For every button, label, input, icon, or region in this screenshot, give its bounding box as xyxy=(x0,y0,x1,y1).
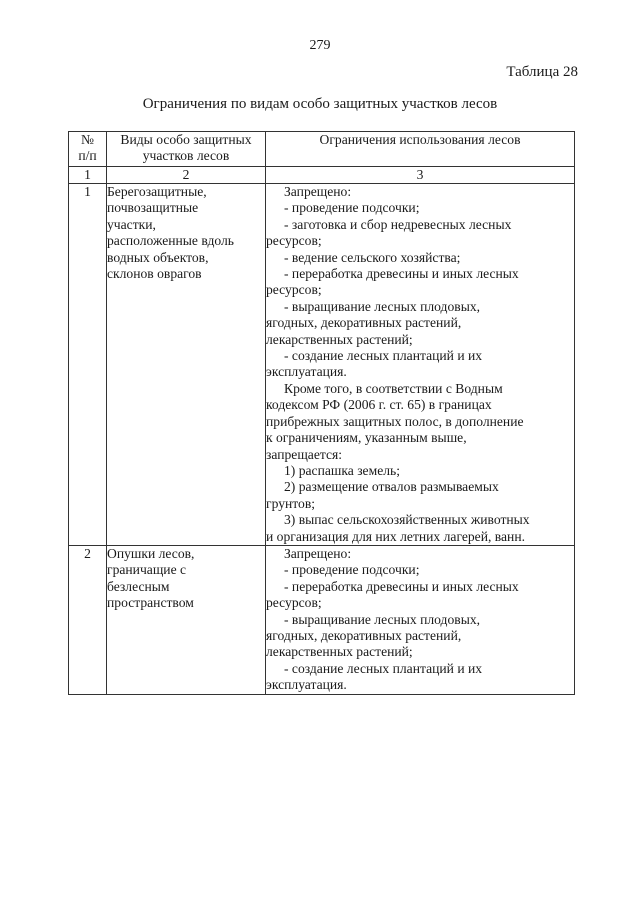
header-row xyxy=(69,132,575,167)
header-kind-line: участков лесов xyxy=(142,148,230,164)
table-label: Таблица 28 xyxy=(506,64,578,80)
restriction-line: - создание лесных плантаций и их xyxy=(284,348,483,364)
column-index: 3 xyxy=(266,167,575,184)
restriction-line: ресурсов; xyxy=(266,282,322,298)
restriction-line: - проведение подсочки; xyxy=(284,562,420,578)
row-kind xyxy=(107,545,266,694)
row-limits xyxy=(266,184,575,546)
kind-line: водных объектов, xyxy=(107,249,209,265)
header-number xyxy=(69,132,107,167)
restriction-line: эксплуатация. xyxy=(266,677,347,693)
page-number: 279 xyxy=(309,38,331,53)
restriction-line: ресурсов; xyxy=(266,595,322,611)
kind-line: участки, xyxy=(107,216,156,232)
restriction-line: - ведение сельского хозяйства; xyxy=(284,249,461,265)
column-index: 2 xyxy=(107,167,266,184)
restriction-line: лекарственных растений; xyxy=(266,331,413,347)
restriction-line: Запрещено: xyxy=(284,184,352,199)
restriction-line: к ограничениям, указанным выше, xyxy=(266,430,467,446)
header-limits: Ограничения использования лесов xyxy=(266,132,575,167)
restriction-line: ресурсов; xyxy=(266,233,322,249)
kind-line: Берегозащитные, xyxy=(107,184,207,199)
restriction-line: - переработка древесины и иных лесных xyxy=(284,578,519,594)
restriction-line: грунтов; xyxy=(266,495,316,511)
kind-line: склонов оврагов xyxy=(107,266,202,282)
column-index: 1 xyxy=(69,167,107,184)
row-number: 1 xyxy=(69,184,107,546)
restriction-line: - выращивание лесных плодовых, xyxy=(284,298,481,314)
restriction-line: 3) выпас сельскохозяйственных животных xyxy=(284,512,530,528)
restriction-line: ягодных, декоративных растений, xyxy=(266,627,462,643)
restriction-line: 1) распашка земель; xyxy=(284,462,400,478)
kind-line: граничащие с xyxy=(107,562,187,578)
restriction-line: 2) размещение отвалов размываемых xyxy=(284,479,499,495)
table-row xyxy=(69,545,575,694)
restrictions-table xyxy=(68,131,575,695)
restriction-line: - выращивание лесных плодовых, xyxy=(284,611,481,627)
restriction-line: кодексом РФ (2006 г. ст. 65) в границах xyxy=(266,397,492,413)
restriction-line: ягодных, декоративных растений, xyxy=(266,315,462,331)
restriction-line: и организация для них летних лагерей, ванн. xyxy=(266,528,525,544)
kind-line: Опушки лесов, xyxy=(107,545,195,561)
column-index-row xyxy=(69,167,575,184)
row-kind xyxy=(107,184,266,546)
kind-line: пространством xyxy=(107,595,194,611)
restriction-line: прибрежных защитных полос, в дополнение xyxy=(266,413,524,429)
kind-line: расположенные вдоль xyxy=(107,233,234,249)
header-kind xyxy=(107,132,266,167)
table-row xyxy=(69,184,575,546)
row-number: 2 xyxy=(69,545,107,694)
kind-line: почвозащитные xyxy=(107,200,199,216)
restriction-line: лекарственных растений; xyxy=(266,644,413,660)
row-limits xyxy=(266,545,575,694)
restriction-line: - проведение подсочки; xyxy=(284,200,420,216)
table-title: Ограничения по видам особо защитных участков лесов xyxy=(142,96,498,112)
header-number-line: № xyxy=(81,132,94,147)
kind-line: безлесным xyxy=(107,578,170,594)
restriction-line: - создание лесных плантаций и их xyxy=(284,660,483,676)
restriction-line: Запрещено: xyxy=(284,545,352,561)
header-kind-line: Виды особо защитных xyxy=(120,132,252,147)
restriction-line: - заготовка и сбор недревесных лесных xyxy=(284,216,512,232)
restriction-line: эксплуатация. xyxy=(266,364,347,380)
restriction-line: Кроме того, в соответствии с Водным xyxy=(284,380,503,396)
restriction-line: запрещается: xyxy=(266,446,343,462)
header-number-line: п/п xyxy=(78,148,97,164)
restriction-line: - переработка древесины и иных лесных xyxy=(284,266,519,282)
